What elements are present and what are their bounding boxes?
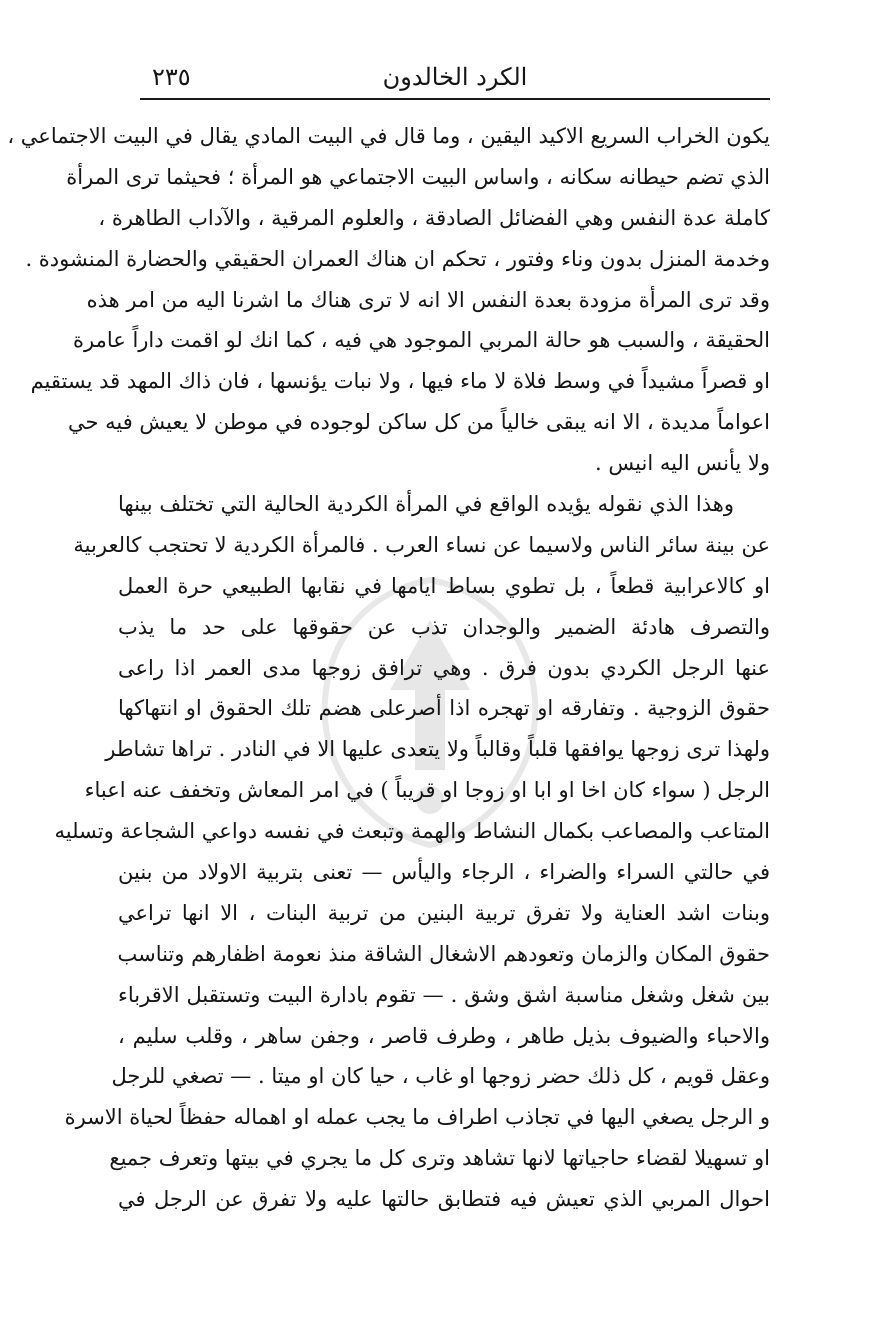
text-line: والاحباء والضيوف بذيل طاهر ، وطرف قاصر ، وجفن ساهر ، وقلب سليم ،	[118, 1023, 770, 1048]
text-line: المتاعب والمصاعب بكمال النشاط والهمة وتبعث في نفسه دواعي الشجاعة وتسليه	[54, 819, 770, 844]
text-line: اعواماً مديدة ، الا انه يبقى خالياً من كل ساكن لوجوده في موطن لا يعيش فيه حي	[67, 410, 770, 435]
header-rule	[140, 98, 770, 100]
text-line: والتصرف هادئة الضمير والوجدان تذب عن حقوقها على حد ما يذب	[118, 614, 770, 639]
text-line: حقوق المكان والزمان وتعودهم الاشغال الشاقة منذ نعومة اظفارهم وتناسب	[117, 941, 770, 966]
text-line: ولهذا ترى زوجها يوافقها قلباً وقالباً ولا يتعدى عليها الا في النادر . تراها تشاطر	[105, 737, 770, 762]
text-line: وهذا الذي نقوله يؤيده الواقع في المرأة الكردية الحالية التي تختلف بينها	[118, 492, 734, 517]
running-header	[140, 60, 770, 94]
text-line: الذي تضم حيطانه سكانه ، واساس البيت الاجتماعي هو المرأة ؛ فحيثما ترى المرأة	[66, 164, 770, 189]
text-line: و الرجل يصغي اليها في تجاذب اطراف ما يجب عمله او اهماله حفظاً لحياة الاسرة	[64, 1105, 770, 1130]
text-line: وعقل قويم ، كل ذلك حضر زوجها او غاب ، حيا كان او ميتا . — تصغي للرجل	[111, 1064, 770, 1089]
text-line: الرجل ( سواء كان اخا او ابا او زوجا او قريباً ) في امر المعاش وتخفف عنه اعباء	[84, 778, 770, 803]
running-title: الكرد الخالدون	[382, 63, 528, 91]
text-line: وخدمة المنزل بدون وناء وفتور ، تحكم ان هناك العمران الحقيقي والحضارة المنشودة .	[25, 246, 770, 271]
text-line: احوال المربي الذي تعيش فيه فتطابق حالتها عليه ولا تفرق عن الرجل في	[118, 1187, 770, 1212]
text-line: حقوق الزوجية . وتفارقه او تهجره اذا أصرعلى هضم تلك الحقوق او انتهاكها	[118, 696, 770, 721]
text-line: او تسهيلا لقضاء حاجياتها لانها تشاهد وترى كل ما يجري في بيتها وتعرف جميع	[109, 1146, 770, 1171]
text-line: عنها الرجل الكردي بدون فرق . وهي ترافق زوجها مدى العمر اذا راعى	[118, 655, 770, 680]
page-number: ٢٣٥	[152, 63, 191, 91]
text-line: يكون الخراب السريع الاكيد اليقين ، وما قال في البيت المادي يقال في البيت الاجتماعي ،	[7, 124, 770, 148]
text-line: وقد ترى المرأة مزودة بعدة النفس الا انه لا ترى هناك ما اشرنا اليه من امر هذه	[86, 287, 770, 312]
text-line: الحقيقة ، والسبب هو حالة المربي الموجود هي فيه ، كما انك لو اقمت داراً عامرة	[73, 328, 770, 353]
text-line: وبنات اشد العناية ولا تفرق تربية البنين من تربية البنات ، الا انها تراعي	[118, 900, 770, 925]
text-line: في حالتي السراء والضراء ، الرجاء واليأس — تعنى بتربية الاولاد من بنين	[118, 860, 770, 885]
text-line: ولا يأنس اليه انيس .	[595, 451, 770, 476]
body-text	[7, 116, 770, 1220]
text-line: كاملة عدة النفس وهي الفضائل الصادقة ، والعلوم المرقية ، والآداب الطاهرة ،	[98, 205, 770, 230]
text-line: او كالاعرابية قطعاً ، بل تطوي بساط ايامها في نقابها الطبيعي حرة العمل	[118, 573, 770, 598]
text-line: بين شغل وشغل مناسبة اشق وشق . — تقوم بادارة البيت وتستقبل الاقرباء	[118, 982, 770, 1007]
text-line: او قصراً مشيداً في وسط فلاة لا ماء فيها ، ولا نبات يؤنسها ، فان ذاك المهد قد يستقيم	[30, 369, 770, 394]
text-line: عن بينة سائر الناس ولاسيما عن نساء العرب . فالمرأة الكردية لا تحتجب كالعربية	[73, 532, 770, 557]
